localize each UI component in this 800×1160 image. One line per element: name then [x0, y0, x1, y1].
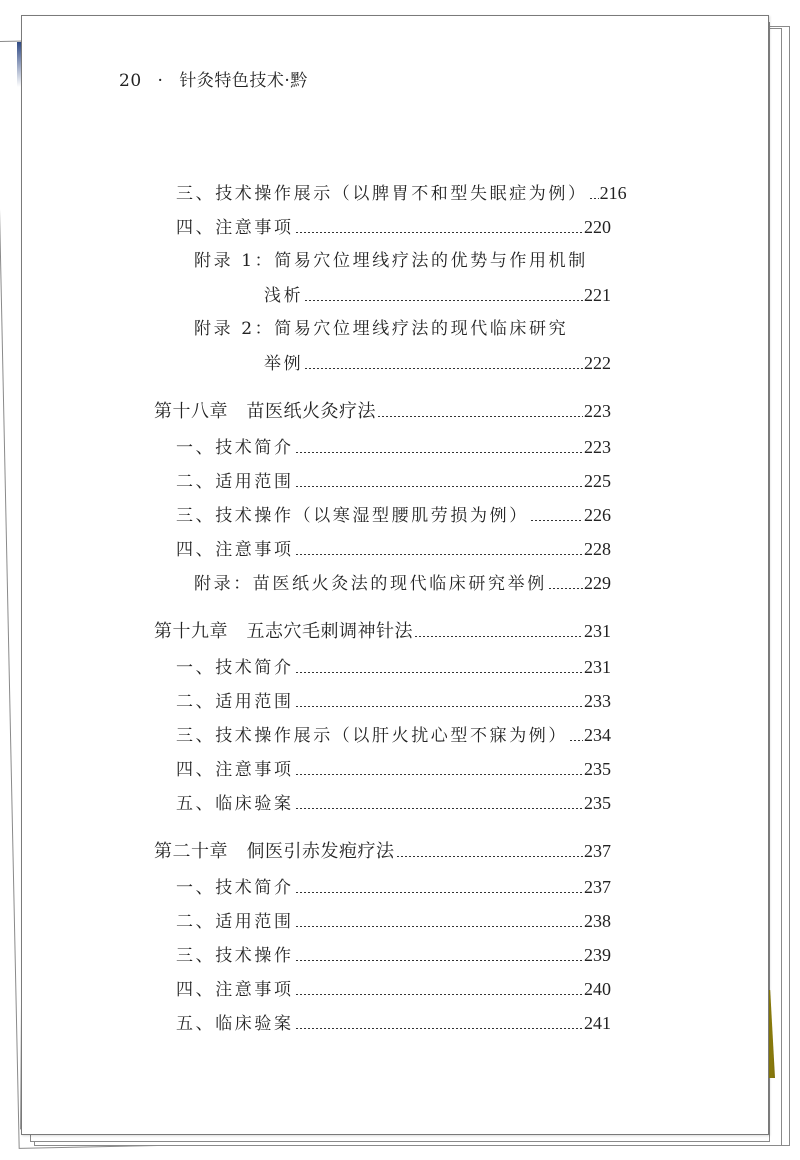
toc-entry-page: 240: [584, 979, 611, 999]
toc-entry[interactable]: [264, 283, 611, 308]
toc-entry-page: 238: [584, 911, 611, 931]
toc-entry-page: 233: [584, 691, 611, 711]
toc-entry[interactable]: [176, 655, 611, 680]
toc-entry-page: 216: [599, 183, 627, 203]
running-head: [119, 66, 308, 91]
toc-entry-page: 223: [584, 401, 611, 421]
toc-entry-label: 四、注意事项: [176, 760, 294, 780]
toc-entry-page: 237: [584, 841, 611, 861]
toc-entry-page: 221: [584, 285, 611, 305]
toc-entry-page: 237: [584, 877, 611, 897]
toc-entry-label: 四、注意事项: [176, 980, 294, 1000]
dot-leader: [295, 554, 583, 555]
toc-chapter-entry[interactable]: [154, 839, 611, 864]
dot-leader: [295, 672, 583, 673]
toc-entry-page: 220: [584, 217, 611, 237]
toc-entry-page: 231: [584, 621, 611, 641]
toc-entry-page: 235: [584, 793, 611, 813]
toc-entry-page: 234: [584, 725, 611, 745]
dot-leader: [295, 452, 583, 453]
toc-entry-label: 附录 2：简易穴位埋线疗法的现代临床研究: [194, 319, 569, 339]
toc-entry-label: 一、技术简介: [176, 878, 294, 898]
dot-leader: [548, 588, 583, 589]
toc-entry-label: 举例: [264, 354, 304, 374]
dot-leader: [295, 994, 583, 995]
dot-leader: [396, 856, 584, 857]
dot-leader: [295, 926, 583, 927]
document-page: [21, 15, 769, 1135]
toc-entry-label: 附录 1：简易穴位埋线疗法的优势与作用机制: [194, 251, 588, 271]
toc-entry-label: 三、技术操作（以寒湿型腰肌劳损为例）: [176, 506, 529, 526]
toc-entry-label: 一、技术简介: [176, 658, 294, 678]
dot-leader: [295, 774, 583, 775]
toc-entry-page: 239: [584, 945, 611, 965]
toc-entry-label: 浅析: [264, 286, 304, 306]
toc-entry-page: 231: [584, 657, 611, 677]
toc-entry-page: 223: [584, 437, 611, 457]
toc-entry-page: 235: [584, 759, 611, 779]
dot-leader: [295, 892, 583, 893]
toc-entry[interactable]: [176, 469, 611, 494]
toc-entry[interactable]: [264, 351, 611, 376]
toc-entry-label: 三、技术操作: [176, 946, 294, 966]
toc-entry-page: 225: [584, 471, 611, 491]
dot-leader: [295, 706, 583, 707]
toc-entry[interactable]: [176, 537, 611, 562]
toc-entry-label: 三、技术操作展示（以肝火扰心型不寐为例）: [176, 726, 568, 746]
dot-leader: [377, 416, 583, 417]
page-number: 20: [119, 71, 142, 91]
toc-entry-label: 五、临床验案: [176, 794, 294, 814]
toc-entry-label: 第十八章 苗医纸火灸疗法: [154, 401, 376, 422]
toc-entry[interactable]: [176, 943, 611, 968]
toc-entry-page: 241: [584, 1013, 611, 1033]
toc-entry-label: 二、适用范围: [176, 692, 294, 712]
toc-entry-label: 附录：苗医纸火灸法的现代临床研究举例: [194, 574, 547, 594]
toc-entry[interactable]: [176, 215, 611, 240]
separator: ·: [157, 71, 164, 91]
toc-entry-label: 第二十章 侗医引赤发疱疗法: [154, 841, 395, 862]
toc-chapter-entry[interactable]: [154, 619, 611, 644]
toc-entry-label: 二、适用范围: [176, 472, 294, 492]
toc-chapter-entry[interactable]: [154, 399, 611, 424]
dot-leader: [414, 636, 583, 637]
book-title: 针灸特色技术·黔: [179, 71, 308, 91]
toc-entry[interactable]: [176, 435, 611, 460]
toc-entry-label: 五、临床验案: [176, 1014, 294, 1034]
dot-leader: [589, 198, 599, 199]
toc-entry[interactable]: [176, 909, 611, 934]
dot-leader: [295, 486, 583, 487]
toc-entry[interactable]: [194, 317, 611, 341]
toc-entry[interactable]: [176, 791, 611, 816]
dot-leader: [295, 960, 583, 961]
toc-entry[interactable]: [176, 181, 627, 206]
toc-entry-label: 二、适用范围: [176, 912, 294, 932]
toc-entry-page: 226: [584, 505, 611, 525]
toc-entry[interactable]: [194, 571, 611, 596]
dot-leader: [530, 520, 583, 521]
toc-entry-label: 一、技术简介: [176, 438, 294, 458]
toc-entry-page: 222: [584, 353, 611, 373]
toc-entry-label: 四、注意事项: [176, 218, 294, 238]
dot-leader: [295, 1028, 583, 1029]
dot-leader: [569, 740, 583, 741]
dot-leader: [295, 232, 583, 233]
toc-entry-page: 228: [584, 539, 611, 559]
toc-entry[interactable]: [176, 723, 611, 748]
toc-entry[interactable]: [176, 875, 611, 900]
toc-entry[interactable]: [176, 757, 611, 782]
toc-entry[interactable]: [176, 1011, 611, 1036]
toc-entry[interactable]: [176, 689, 611, 714]
toc-entry-label: 第十九章 五志穴毛刺调神针法: [154, 621, 413, 642]
dot-leader: [295, 808, 583, 809]
toc-entry[interactable]: [194, 249, 611, 273]
dot-leader: [304, 368, 583, 369]
toc-entry[interactable]: [176, 503, 611, 528]
toc-entry[interactable]: [176, 977, 611, 1002]
dot-leader: [304, 300, 583, 301]
toc-entry-page: 229: [584, 573, 611, 593]
toc-entry-label: 四、注意事项: [176, 540, 294, 560]
toc-entry-label: 三、技术操作展示（以脾胃不和型失眠症为例）: [176, 184, 588, 204]
